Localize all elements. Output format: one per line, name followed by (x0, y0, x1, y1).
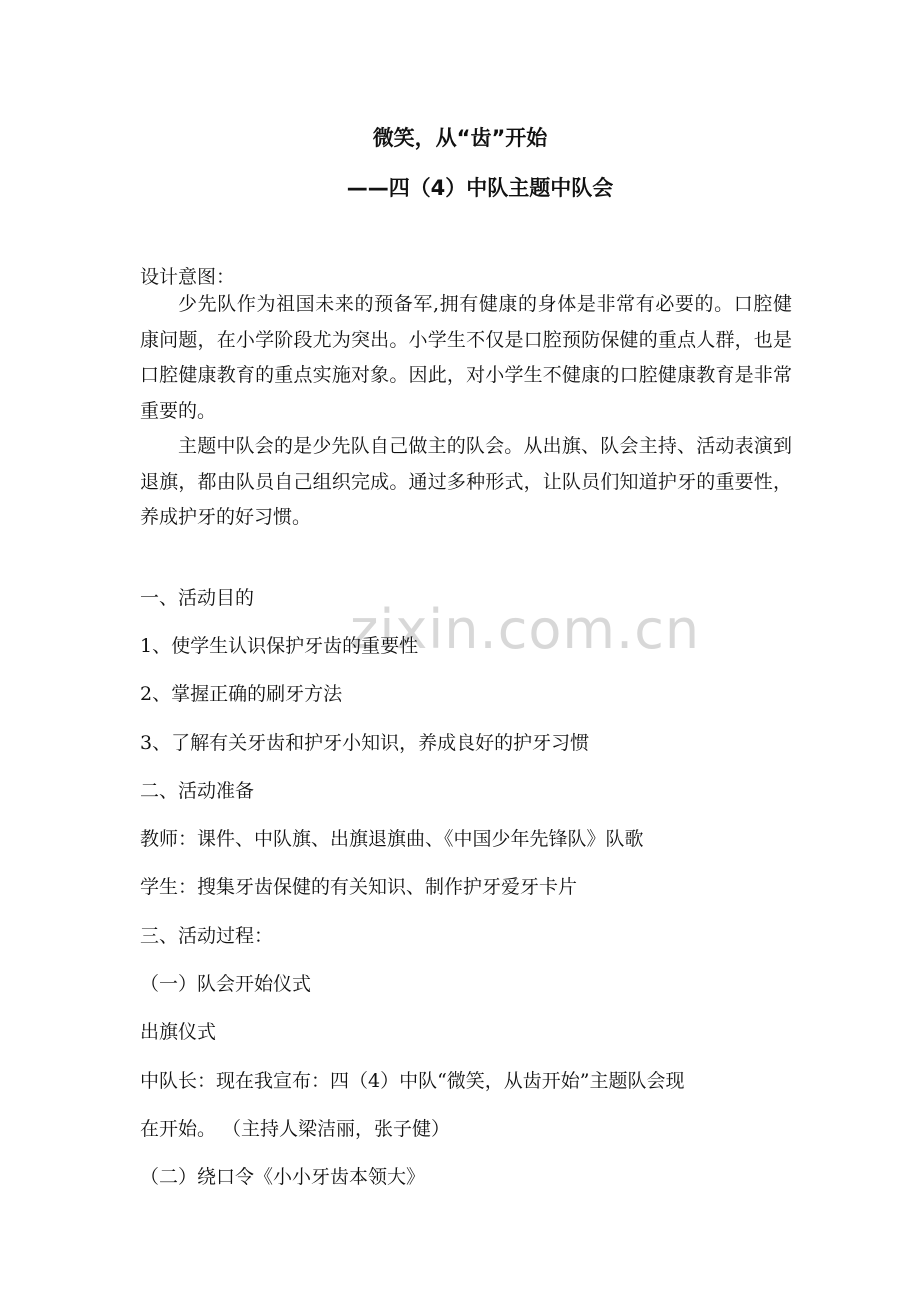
doc-subtitle: ——四（4）中队主题中队会 (346, 176, 614, 200)
prep-teacher: 教师：课件、中队旗、出旗退旗曲、《中国少年先锋队》队歌 (140, 828, 644, 850)
goal-item-2: 2、掌握正确的刷牙方法 (140, 683, 343, 705)
section-heading-goals: 一、活动目的 (140, 587, 255, 609)
captain-announcement: 中队长：现在我宣布：四（4）中队“微笑，从齿开始”主题队会现 (140, 1070, 685, 1092)
doc-title: 微笑，从“齿”开始 (372, 126, 548, 150)
watermark: zixin.com.cn (350, 598, 701, 661)
goal-item-1: 1、使学生认识保护牙齿的重要性 (140, 635, 419, 657)
captain-announcement-cont: 在开始。 （主持人梁洁丽，张子健） (140, 1118, 451, 1140)
intent-paragraph-2: 主题中队会的是少先队自己做主的队会。从出旗、队会主持、活动表演到退旗，都由队员自己组织完成。通过多种形式，让队员们知道护牙的重要性，养成护牙的好习惯。 (140, 435, 792, 528)
process-step-2: （二）绕口令《小小牙齿本领大》 (140, 1166, 426, 1188)
prep-student: 学生：搜集牙齿保健的有关知识、制作护牙爱牙卡片 (140, 876, 578, 898)
flag-ceremony: 出旗仪式 (140, 1021, 217, 1043)
section-heading-preparation: 二、活动准备 (140, 780, 255, 802)
goal-item-3: 3、了解有关牙齿和护牙小知识，养成良好的护牙习惯 (140, 732, 590, 754)
intent-paragraph-1: 少先队作为祖国未来的预备军,拥有健康的身体是非常有必要的。口腔健康问题，在小学阶段尤为突出。小学生不仅是口腔预防保健的重点人群，也是口腔健康教育的重点实施对象。因此，对小学生不健康的口腔健康教育是非常重要的。 (140, 293, 792, 422)
process-step-1: （一）队会开始仪式 (140, 973, 312, 995)
intent-heading: 设计意图： (140, 266, 236, 288)
section-heading-process: 三、活动过程： (140, 925, 274, 947)
